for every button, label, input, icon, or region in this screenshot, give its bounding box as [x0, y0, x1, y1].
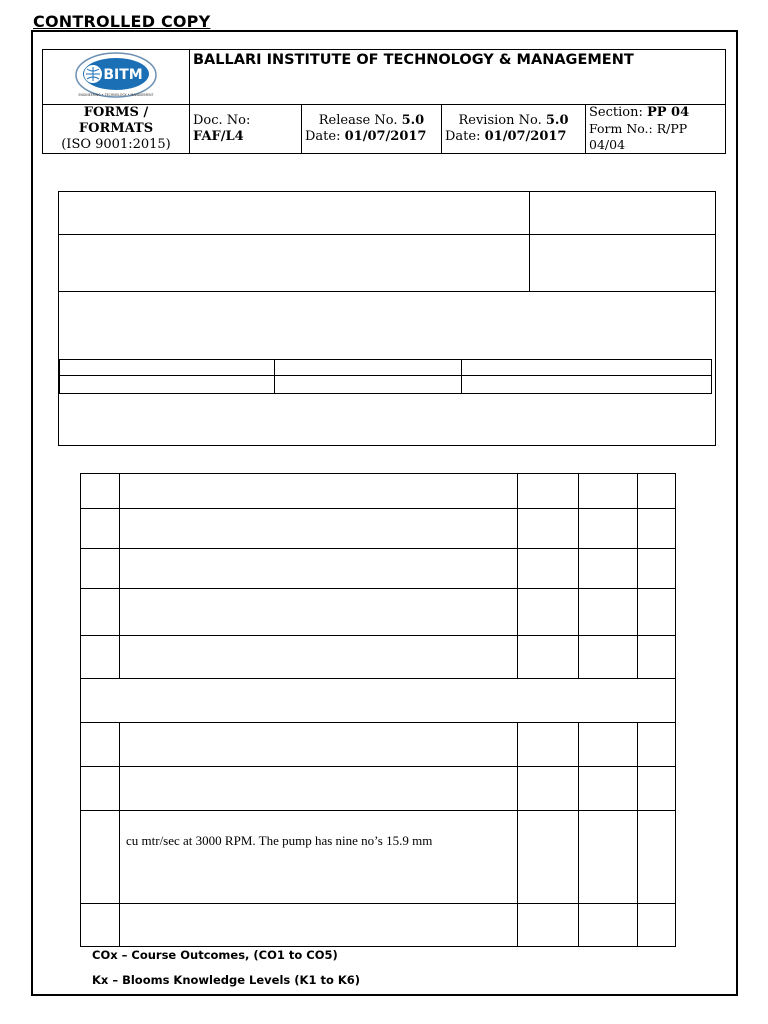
table-row — [81, 904, 676, 947]
info-inner-table — [59, 359, 712, 394]
revision-label: Revision No. — [458, 113, 546, 128]
logo-text: BITM — [103, 67, 143, 83]
release-no: 5.0 — [401, 113, 425, 128]
release-cell — [302, 105, 442, 154]
table-row — [81, 549, 676, 589]
revision-date-label: Date: — [445, 129, 485, 144]
table-row — [81, 509, 676, 549]
table-row — [81, 767, 676, 811]
bitm-logo — [73, 50, 159, 100]
doc-no: FAF/L4 — [193, 129, 244, 144]
section-cell — [586, 105, 726, 154]
revision-date: 01/07/2017 — [484, 129, 567, 144]
info-vertical-divider — [529, 191, 530, 292]
question-text: cu mtr/sec at 3000 RPM. The pump has nine no’s 15.9 mm — [120, 811, 518, 904]
table-row — [81, 679, 676, 723]
release-date: 01/07/2017 — [344, 129, 427, 144]
info-cell — [60, 376, 275, 394]
info-divider-2 — [58, 291, 716, 292]
institute-name: BALLARI INSTITUTE OF TECHNOLOGY & MANAGEMENT — [190, 50, 726, 105]
table-row — [81, 589, 676, 636]
logo-cell — [43, 50, 190, 105]
k-note: Kx – Blooms Knowledge Levels (K1 to K6) — [92, 973, 361, 987]
doc-no-cell — [190, 105, 302, 154]
info-cell — [462, 360, 712, 376]
forms-cell — [43, 105, 190, 154]
doc-no-label: Doc. No: — [193, 113, 251, 128]
table-row — [81, 636, 676, 679]
release-label: Release No. — [318, 113, 402, 128]
info-cell — [275, 360, 462, 376]
table-row — [81, 811, 676, 904]
table-row — [81, 474, 676, 509]
form-no: R/PP 04/04 — [589, 121, 688, 152]
release-date-label: Date: — [305, 129, 345, 144]
forms-label: FORMS / FORMATS — [78, 105, 154, 136]
info-cell — [462, 376, 712, 394]
form-no-label: Form No.: — [589, 121, 657, 136]
revision-cell — [442, 105, 586, 154]
logo-tagline: ENGINEERING • TECHNOLOGY • MANAGEMENT — [78, 93, 154, 97]
co-note: COx – Course Outcomes, (CO1 to CO5) — [92, 948, 338, 962]
section-label: Section: — [589, 105, 647, 120]
info-divider-1 — [58, 234, 716, 235]
table-row — [81, 723, 676, 767]
info-cell — [275, 376, 462, 394]
info-cell — [60, 360, 275, 376]
questions-table — [80, 473, 676, 947]
controlled-copy-stamp: CONTROLLED COPY — [33, 12, 211, 31]
exam-info-block — [58, 191, 716, 446]
revision-no: 5.0 — [545, 113, 569, 128]
document-header — [42, 49, 726, 154]
section: PP 04 — [646, 105, 690, 120]
iso-label: (ISO 9001:2015) — [61, 137, 171, 152]
